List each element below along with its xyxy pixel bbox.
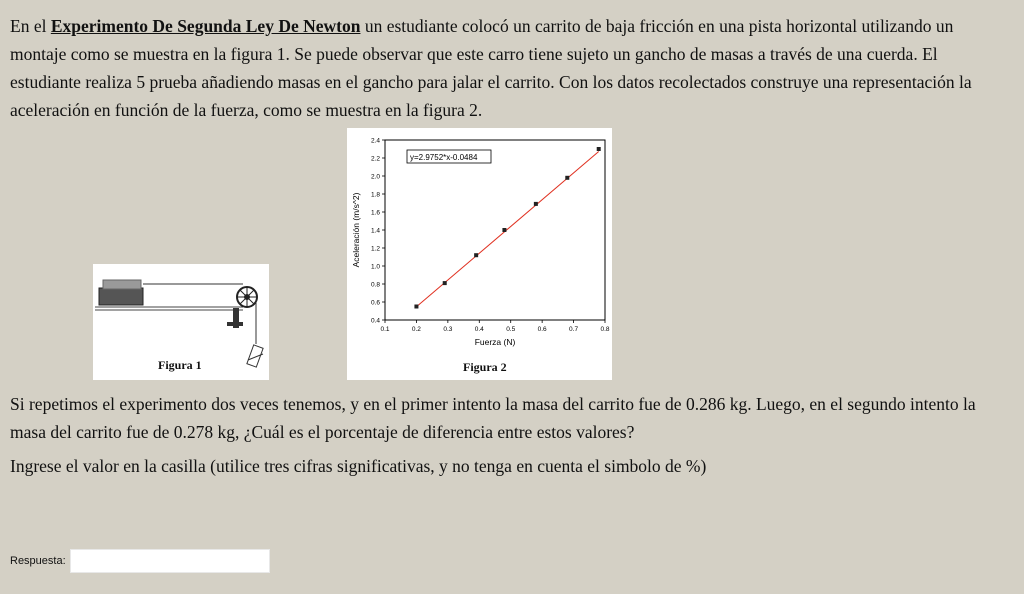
y-axis-label: Aceleración (m/s^2): [351, 192, 361, 268]
data-point: [534, 202, 538, 206]
y-tick-label: 1.0: [370, 263, 380, 271]
y-tick-label: 1.2: [370, 245, 380, 253]
intro-paragraph: [10, 12, 1010, 124]
intro-text: un estudiante colocó un carrito de baja fricción en una pista horizontal utilizando un montaje como se muestra en la figura 1. Se puede observar que este carro tiene sujeto un gancho de masas a través de una cuerda. El estudiante realiza 5 prueba añadiendo masas en el gancho para jalar el carrito. Con los datos recolectados construye una representación la aceleración en función de la fuerza, como se muestra en la figura 2.: [10, 16, 972, 120]
figure-2-caption: Figura 2: [463, 360, 507, 374]
x-tick-label: 0.3: [443, 326, 453, 333]
x-tick-label: 0.4: [474, 326, 484, 333]
y-tick-label: 0.4: [370, 317, 380, 325]
data-point: [565, 176, 569, 180]
intro-prefix: En el: [10, 16, 51, 36]
instruction-paragraph: Ingrese el valor en la casilla (utilice tres cifras significativas, y no tenga en cuenta el simbolo de %): [10, 456, 707, 476]
y-tick-label: 2.0: [370, 173, 380, 181]
x-axis-label: Fuerza (N): [474, 337, 516, 347]
y-tick-label: 2.2: [370, 155, 380, 163]
answer-input[interactable]: [70, 549, 270, 573]
plot-frame: [385, 140, 605, 320]
x-tick-label: 0.6: [537, 326, 547, 333]
y-tick-label: 1.8: [370, 191, 380, 199]
y-tick-label: 0.6: [370, 299, 380, 307]
equation-text: y=2.9752*x-0.0484: [410, 153, 478, 162]
x-tick-label: 0.2: [411, 326, 421, 333]
x-tick-label: 0.5: [506, 326, 516, 333]
answer-label: Respuesta:: [10, 555, 66, 567]
data-point: [474, 253, 478, 257]
equation-annotation: [407, 150, 491, 163]
answer-row: [10, 548, 270, 574]
y-tick-label: 0.8: [370, 281, 380, 289]
figure-2: [347, 128, 612, 380]
question-paragraph: Si repetimos el experimento dos veces tenemos, y en el primer intento la masa del carrito fue de 0.286 kg. Luego, en el segundo intento la masa del carrito fue de 0.278 kg, ¿Cuál es el porcentaje de diferencia entre estos valores?: [10, 394, 976, 442]
figure-1-caption: Figura 1: [158, 358, 202, 372]
experiment-link[interactable]: Experimento De Segunda Ley De Newton: [50, 16, 361, 36]
x-tick-label: 0.1: [380, 326, 390, 333]
x-tick-label: 0.7: [569, 326, 579, 333]
data-point: [502, 228, 506, 232]
data-point: [414, 305, 418, 309]
y-tick-label: 2.4: [370, 137, 380, 145]
y-tick-label: 1.6: [370, 209, 380, 217]
data-point: [443, 281, 447, 285]
acceleration-force-chart: [347, 128, 612, 358]
y-tick-label: 1.4: [370, 227, 380, 235]
figure-1: [93, 264, 269, 380]
x-tick-label: 0.8: [600, 326, 610, 333]
data-point: [597, 147, 601, 151]
